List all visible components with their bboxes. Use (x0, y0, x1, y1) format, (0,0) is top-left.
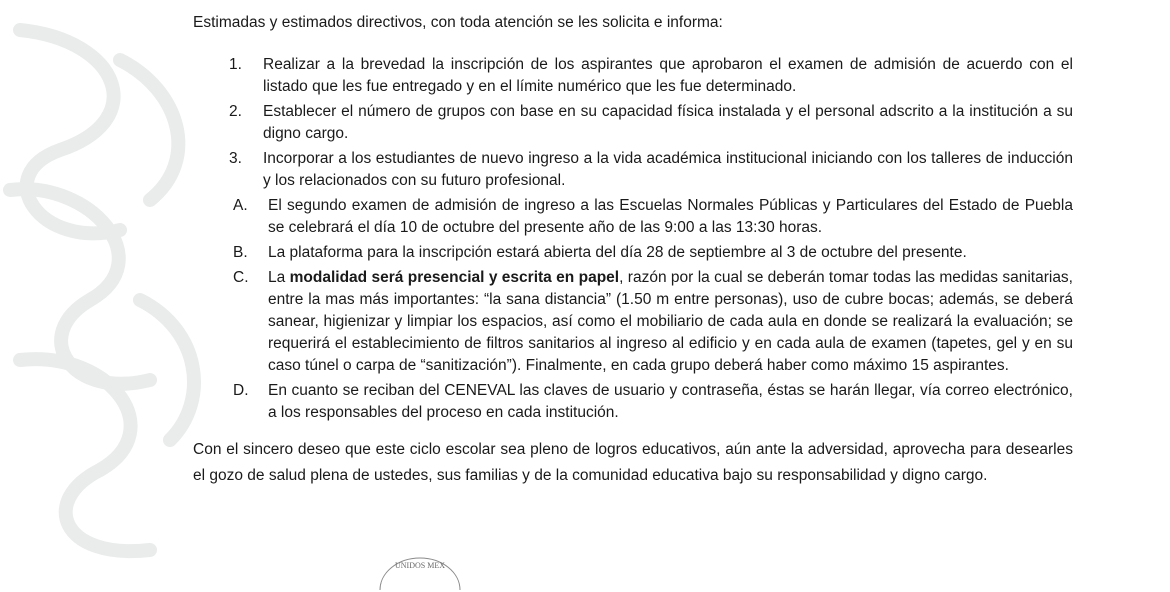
list-item-text: Realizar a la brevedad la inscripción de los aspirantes que aprobaron el examen de admisión de acuerdo con el listado que les fue entregado y en el límite numérico que les fue determinado. (263, 56, 1073, 95)
list-marker: D. (233, 382, 249, 399)
intro-paragraph: Estimadas y estimados directivos, con toda atención se les solicita e informa: (193, 14, 723, 31)
list-marker: 2. (229, 103, 242, 120)
list-item-text: La plataforma para la inscripción estará abierta del día 28 de septiembre al 3 de octubre del presente. (268, 244, 967, 261)
list-marker: 3. (229, 150, 242, 167)
closing-paragraph: Con el sincero deseo que este ciclo escolar sea pleno de logros educativos, aún ante la adversidad, aprovecha para desearles el gozo de salud plena de ustedes, sus familias y de la comunidad educativa bajo su responsabilidad y digno cargo. (193, 441, 1073, 484)
list-item (193, 242, 1073, 264)
official-seal (370, 552, 470, 592)
list-item (193, 54, 1073, 98)
list-marker: A. (233, 197, 248, 214)
list-item-text: El segundo examen de admisión de ingreso a las Escuelas Normales Públicas y Particulares del Estado de Puebla se celebrará el día 10 de octubre del presente año de las 9:00 a las 13:30 horas. (268, 197, 1073, 236)
list-item-text-pre: La (268, 269, 290, 286)
document-body (193, 12, 1073, 489)
list-item-text: En cuanto se reciban del CENEVAL las claves de usuario y contraseña, éstas se harán llegar, vía correo electrónico, a los responsables del proceso en cada institución. (268, 382, 1073, 421)
list-item-text-post: , razón por la cual se deberán tomar todas las medidas sanitarias, entre la mas más importantes: “la sana distancia” (1.50 m entre personas), uso de cubre bocas; además, se deberá sanear, higienizar y limpiar los espacios, así como el mobiliario de cada aula en donde se realizará la evaluación; se requerirá el establecimiento de filtros sanitarios al ingreso al edificio y en cada aula de examen (tapetes, gel y en su caso túnel o carpa de “sanitización”). Finalmente, en cada grupo deberá haber como máximo 15 aspirantes. (268, 269, 1073, 374)
list-item (193, 148, 1073, 192)
list-item (193, 380, 1073, 424)
list-item-text: Incorporar a los estudiantes de nuevo ingreso a la vida académica institucional iniciando con los talleres de inducción y los relacionados con su futuro profesional. (263, 150, 1073, 189)
lettered-list (193, 195, 1073, 424)
list-item (193, 267, 1073, 377)
list-item (193, 101, 1073, 145)
list-item-bold-text: modalidad será presencial y escrita en papel (289, 269, 620, 286)
list-marker: B. (233, 244, 248, 261)
seal-text: UNIDOS MEX (395, 561, 445, 570)
list-marker: 1. (229, 56, 242, 73)
list-item-text: Establecer el número de grupos con base en su capacidad física instalada y el personal adscrito a la institución a su digno cargo. (263, 103, 1073, 142)
list-item (193, 195, 1073, 239)
numbered-list (193, 54, 1073, 192)
list-marker: C. (233, 269, 249, 286)
